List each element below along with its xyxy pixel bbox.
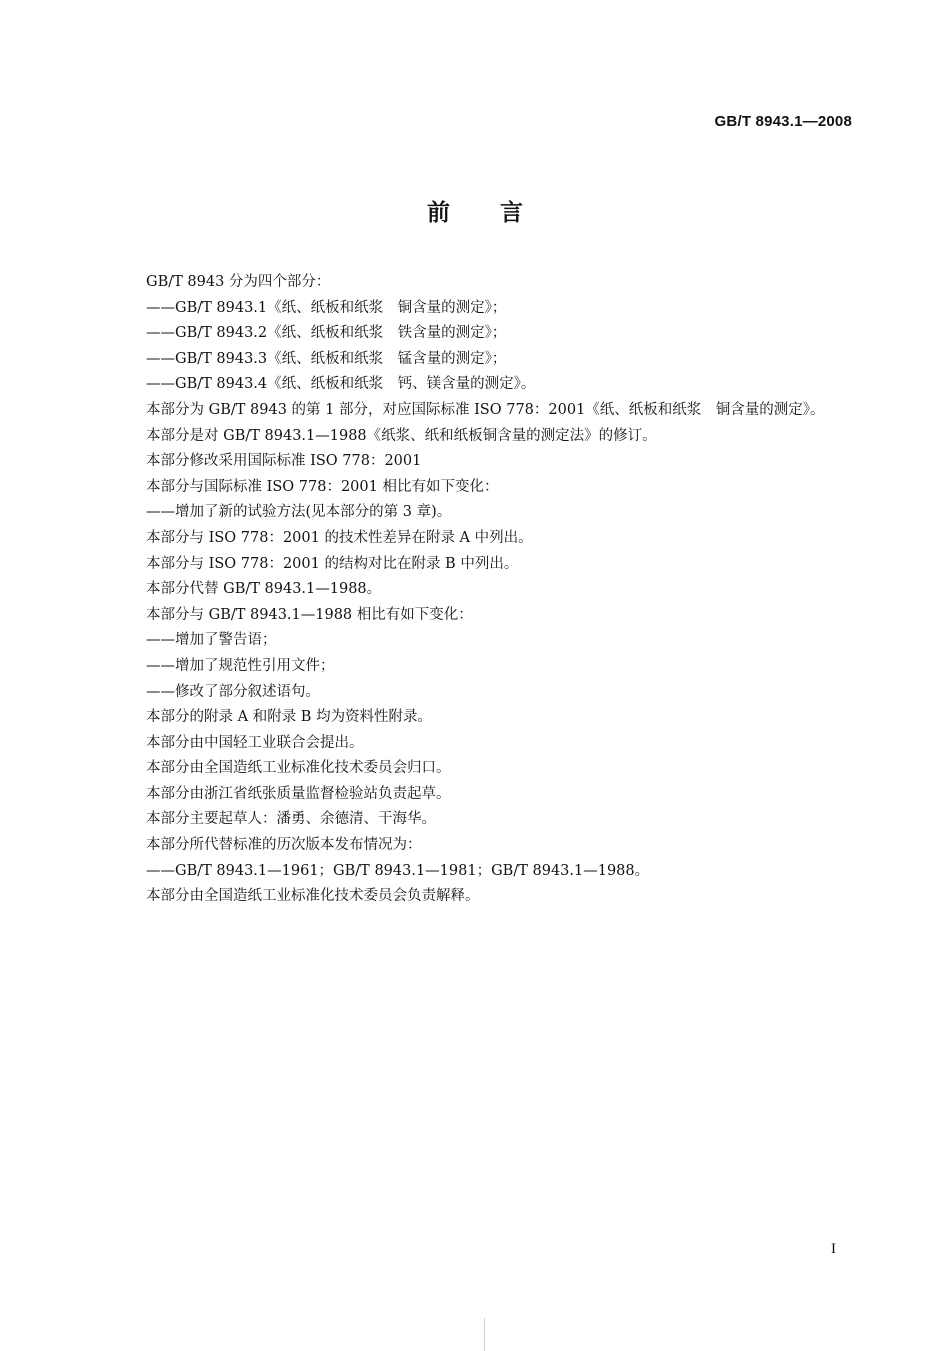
text-line: 本部分代替 GB/T 8943.1—1988。 [146, 581, 382, 598]
text-line: ——GB/T 8943.1—1961；GB/T 8943.1—1981；GB/T 8943.1—1988。 [146, 862, 650, 879]
text-line: ——GB/T 8943.4《纸、纸板和纸浆 钙、镁含量的测定》。 [146, 376, 536, 393]
text-line: 本部分的附录 A 和附录 B 均为资料性附录。 [146, 709, 433, 726]
text-line: GB/T 8943 分为四个部分： [146, 274, 331, 290]
text-line: 本部分是对 GB/T 8943.1—1988《纸浆、纸和纸板铜含量的测定法》的修订。 [146, 427, 657, 444]
text-line: ——增加了新的试验方法(见本部分的第 3 章)。 [146, 504, 452, 521]
text-line: ——GB/T 8943.3《纸、纸板和纸浆 锰含量的测定》； [146, 350, 507, 367]
text-line: 本部分主要起草人：潘勇、余德清、干海华。 [146, 811, 436, 828]
text-line: 本部分由全国造纸工业标准化技术委员会负责解释。 [146, 888, 480, 905]
title-char-1: 前 [427, 200, 450, 226]
text-line: ——增加了规范性引用文件； [146, 657, 335, 674]
text-line: 本部分与 GB/T 8943.1—1988 相比有如下变化： [146, 606, 473, 623]
document-id: GB/T 8943.1—2008 [714, 113, 852, 130]
text-line: 本部分由中国轻工业联合会提出。 [146, 734, 364, 751]
text-line: ——修改了部分叙述语句。 [146, 683, 320, 700]
scan-edge-mark [484, 1318, 485, 1351]
text-line: 本部分由全国造纸工业标准化技术委员会归口。 [146, 760, 451, 777]
text-line: 本部分由浙江省纸张质量监督检验站负责起草。 [146, 785, 451, 802]
text-line: 本部分与国际标准 ISO 778：2001 相比有如下变化： [146, 478, 499, 495]
text-line: 本部分与 ISO 778：2001 的技术性差异在附录 A 中列出。 [146, 529, 533, 546]
text-line: ——增加了警告语； [146, 632, 277, 649]
text-line: 本部分修改采用国际标准 ISO 778：2001 [146, 453, 422, 470]
text-line: 本部分与 ISO 778：2001 的结构对比在附录 B 中列出。 [146, 555, 519, 572]
text-line: ——GB/T 8943.2《纸、纸板和纸浆 铁含量的测定》； [146, 325, 507, 342]
text-line: 本部分所代替标准的历次版本发布情况为： [146, 837, 422, 854]
title-char-2: 言 [500, 200, 523, 226]
page-number: I [831, 1241, 836, 1257]
page-title [0, 194, 950, 227]
text-line: 本部分为 GB/T 8943 的第 1 部分，对应国际标准 ISO 778：2001《纸、纸板和纸浆 铜含量的测定》。 [146, 401, 825, 418]
text-line: ——GB/T 8943.1《纸、纸板和纸浆 铜含量的测定》； [146, 299, 507, 316]
foreword-body [146, 270, 866, 910]
